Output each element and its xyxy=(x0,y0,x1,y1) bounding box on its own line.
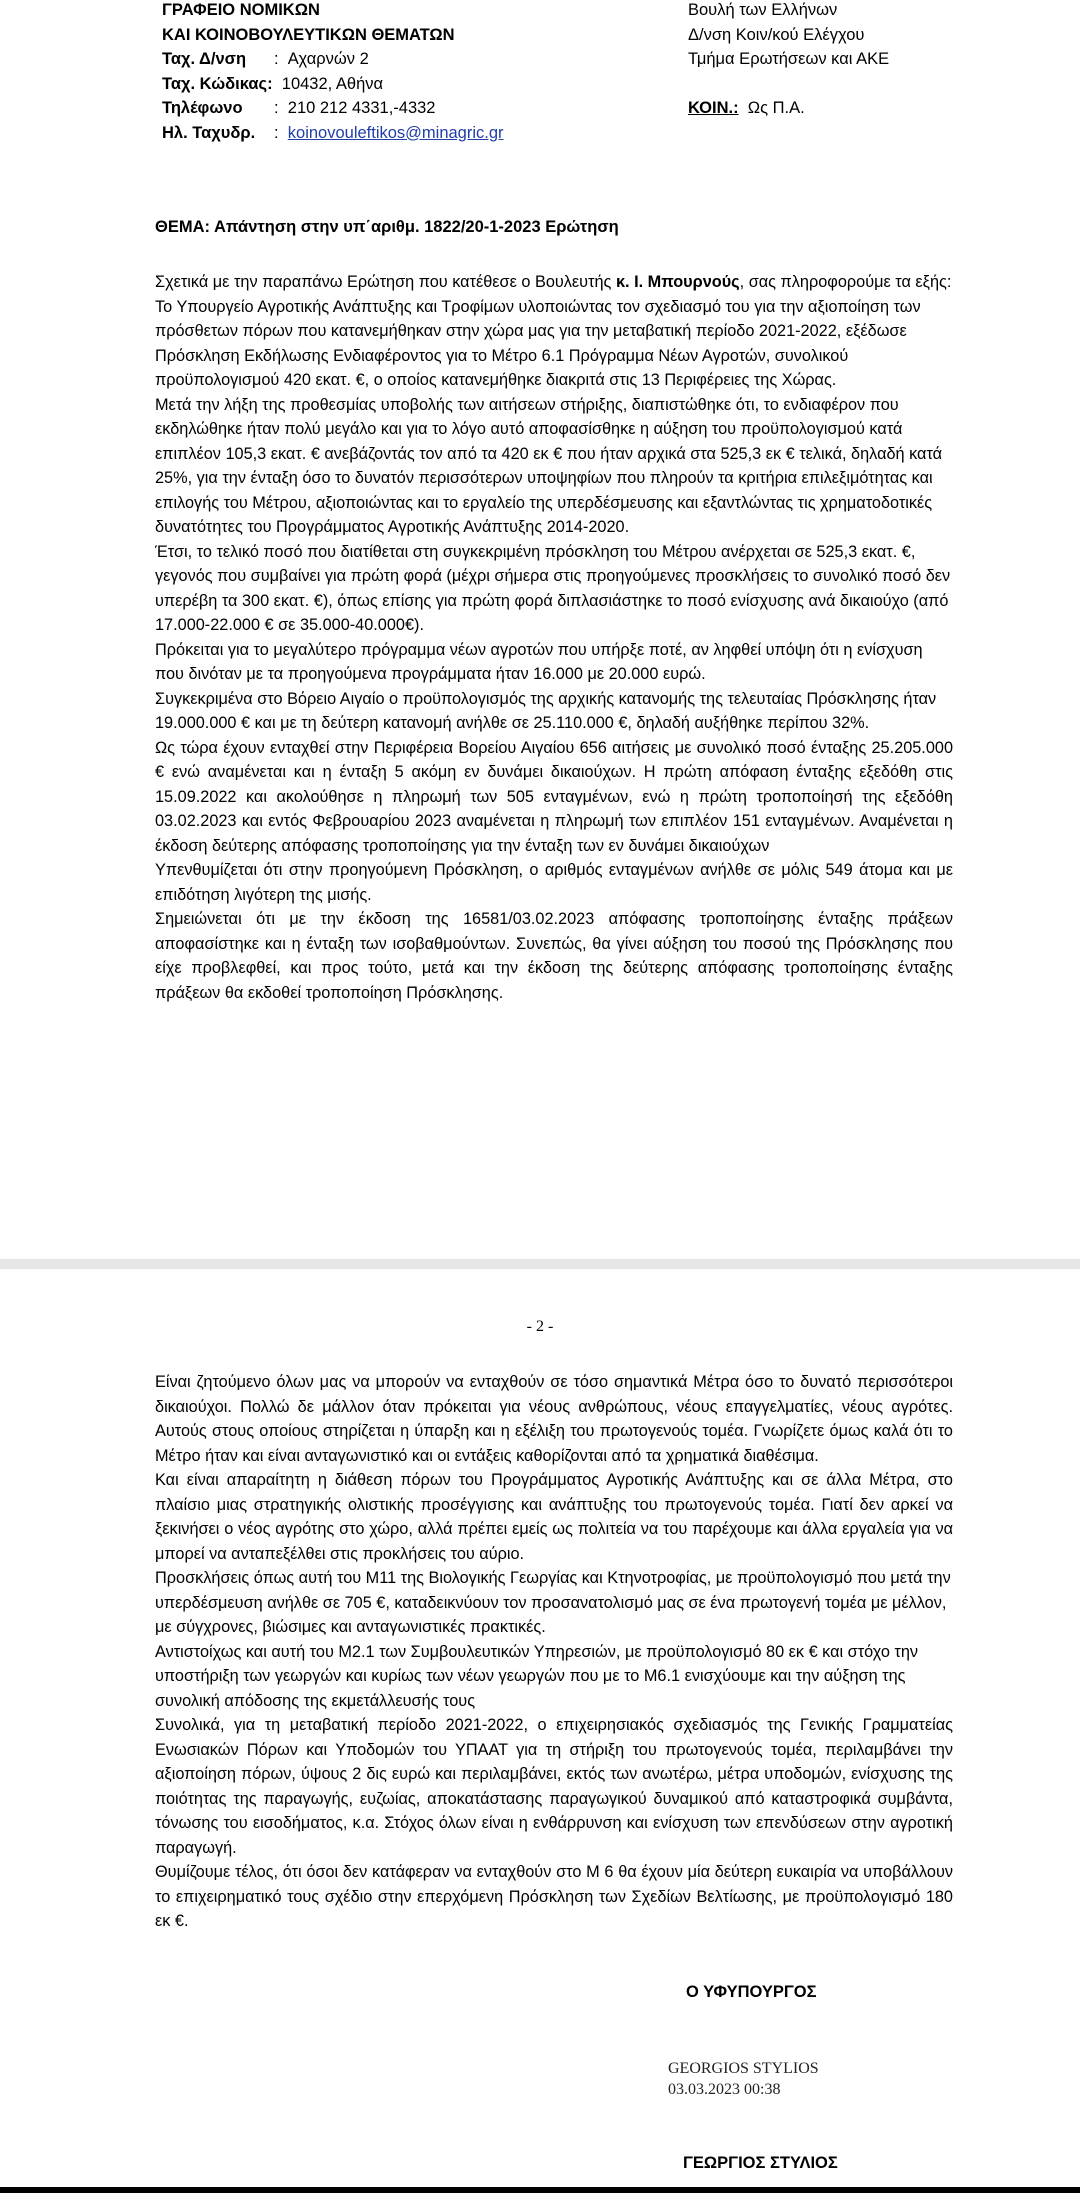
digital-signature-timestamp: 03.03.2023 00:38 xyxy=(668,2081,781,2098)
subject-line: ΘΕΜΑ: Απάντηση στην υπ΄αριθμ. 1822/20-1-2023 Ερώτηση xyxy=(155,218,619,236)
email-row xyxy=(162,121,504,146)
address-separator: : xyxy=(274,50,279,68)
paragraph: Θυμίζουμε τέλος, ότι όσοι δεν κατάφεραν να ενταχθούν στο Μ 6 θα έχουν μία δεύτερη ευκαιρία να υποβάλλουν το επιχειρηματικό τους σχέδιο στην επερχόμενη Πρόσκληση των Σχεδίων Βελτίωσης, με προϋπολογισμό 180 εκ €. xyxy=(155,1863,953,1930)
paragraph: Προσκλήσεις όπως αυτή του Μ11 της Βιολογικής Γεωργίας και Κτηνοτροφίας, με προϋπολογισμό που μετά την υπερδέσμευση ανήλθε σε 705 €, καταδεικνύουν τον προσανατολισμό μας σε ένα πρωτογενή τομέα με μέλλον, με σύγχρονες, βιώσιμες και ανταγωνιστικές πρακτικές. xyxy=(155,1569,951,1636)
email-link[interactable]: koinovouleftikos@minagric.gr xyxy=(287,123,504,142)
paragraph: Συγκεκριμένα στο Βόρειο Αιγαίο ο προϋπολογισμός της αρχικής κατανομής της τελευταίας Πρόσκλησης ήταν 19.000.000 € και με τη δεύτερη κατανομή ανήλθε σε 25.110.000 €, δηλαδή αυξήθηκε περίπου 32%. xyxy=(155,689,937,732)
email-separator: : xyxy=(274,123,279,142)
page1-body xyxy=(155,270,953,1005)
cc-value: Ως Π.Α. xyxy=(747,99,805,117)
paragraph: Σημειώνεται ότι με την έκδοση της 16581/03.02.2023 απόφασης τροποποίησης ένταξης πράξεων αποφασίστηκε και η ένταξη των ισοβαθμούντων. Συνεπώς, θα γίνει αύξηση του ποσού της Πρόσκλησης που είχε προβλεφθεί, και προς τούτο, μετά και την έκδοση της δεύτερης απόφασης τροποποίησης ένταξης πράξεων θα εκδοθεί τροποποίηση Πρόσκλησης. xyxy=(155,910,953,1002)
address-value: Αχαρνών 2 xyxy=(287,50,369,68)
cc-row xyxy=(688,96,889,121)
paragraph: Συνολικά, για τη μεταβατική περίοδο 2021-2022, ο επιχειρησιακός σχεδιασμός της Γενικής Γραμματείας Ενωσιακών Πόρων και Υποδομών του ΥΠΑΑΤ για τη στήριξη του πρωτογενούς τομέα, περιλαμβάνει την αξιοποίηση πόρων, ύψους 2 δις ευρώ και περιλαμβάνει, εκτός των ανωτέρω, μέτρα υποδομών, ενίσχυσης της ποιότητας της παραγωγής, ευζωίας, αποκατάστασης παραγωγικού δυναμικού από καταστροφικά συμβάντα, τόνωσης του εισοδήματος, κ.α. Στόχος όλων είναι η ενθάρρυνση και ενίσχυση των επενδύσεων στην αγροτική παραγωγή. xyxy=(155,1716,953,1857)
recipient-line2: Δ/νση Κοιν/κού Ελέγχου xyxy=(688,25,865,44)
recipient-spacer xyxy=(688,72,889,97)
paragraph: Είναι ζητούμενο όλων μας να μπορούν να ενταχθούν σε τόσο σημαντικά Μέτρα όσο το δυνατό περισσότεροι δικαιούχοι. Πολλώ δε μάλλον όταν πρόκειται για νέους ανθρώπους, νέους επαγγελματίες, νέους αγρότες. Αυτούς στους οποίους στηρίζεται η ύπαρξη και η εξέλιξη του πρωτογενούς τομέα. Γνωρίζετε όμως καλά ότι το Μέτρο ήταν και είναι ανταγωνιστικό και οι εντάξεις καθορίζονται από τα χρηματικά διαθέσιμα. xyxy=(155,1373,953,1465)
paragraph: Και είναι απαραίτητη η διάθεση πόρων του Προγράμματος Αγροτικής Ανάπτυξης και σε άλλα Μέτρα, στο πλαίσιο μιας στρατηγικής ολιστικής προσέγγισης και ανάπτυξης του πρωτογενούς τομέα. Γιατί δεν αρκεί να ξεκινήσει ο νέος αγρότης στο χώρο, αλλά πρέπει εμείς ως πολιτεία να του παρέχουμε και άλλα εργαλεία για να μπορεί να ανταπεξέλθει στις προκλήσεις του αύριο. xyxy=(155,1471,953,1563)
email-label: Ηλ. Ταχυδρ. xyxy=(162,123,256,142)
paragraph: Μετά την λήξη της προθεσμίας υποβολής των αιτήσεων στήριξης, διαπιστώθηκε ότι, το ενδιαφέρον που εκδηλώθηκε ήταν πολύ μεγάλο και για το λόγο αυτό αποφασίσθηκε η αύξηση του προϋπολογισμού κατά επιπλέον 105,3 εκατ. € ανεβάζοντάς τον από τα 420 εκ € που ήταν αρχικά στα 525,3 εκ € τελικά, δηλαδή κατά 25%, για την ένταξη όσο το δυνατόν περισσότερων υποψηφίων που πληρούν τα κριτήρια επιλεξιμότητας και επιλογής του Μέτρου, αξιοποιώντας και το εργαλείο της υπερδέσμευσης και εξαντλώντας τις χρηματοδοτικές δυνατότητες του Προγράμματος Αγροτικής Ανάπτυξης 2014-2020. xyxy=(155,395,943,536)
page2-body xyxy=(155,1370,953,1934)
intro-text-after: , σας πληροφορούμε τα εξής: xyxy=(739,273,952,291)
postal-code-row xyxy=(162,72,504,97)
recipient-line1: Βουλή των Ελλήνων xyxy=(688,1,838,19)
postal-code-label: Ταχ. Κώδικας: xyxy=(162,74,273,93)
office-name-line1: ΓΡΑΦΕΙΟ ΝΟΜΙΚΩΝ xyxy=(162,1,320,19)
paragraph: Αντιστοίχως και αυτή του Μ2.1 των Συμβουλευτικών Υπηρεσιών, με προϋπολογισμό 80 εκ € και στόχο την υποστήριξη των γεωργών και κυρίως των νέων γεωργών που με το Μ6.1 ενισχύουμε και την αύξηση της συνολική απόδοσης της εκμετάλλευσής τους xyxy=(155,1642,919,1710)
signatory-name: ΓΕΩΡΓΙΟΣ ΣΤΥΛΙΟΣ xyxy=(683,2154,838,2172)
phone-separator: : xyxy=(274,99,279,117)
viewer-bottom-edge xyxy=(0,2187,1080,2193)
paragraph: Υπενθυμίζεται ότι στην προηγούμενη Πρόσκληση, ο αριθμός ενταγμένων ανήλθε σε μόλις 549 άτομα και με επιδότηση λιγότερη της μισής. xyxy=(155,861,953,904)
intro-text-before: Σχετικά με την παραπάνω Ερώτηση που κατέθεσε ο Βουλευτής xyxy=(155,273,616,291)
paragraph: Το Υπουργείο Αγροτικής Ανάπτυξης και Τροφίμων υλοποιώντας τον σχεδιασμό του για την αξιοποίηση των πρόσθετων πόρων που κατανεμήθηκαν στην χώρα μας για την μεταβατική περίοδο 2021-2022, εξέδωσε Πρόσκληση Εκδήλωσης Ενδιαφέροντος για το Μέτρο 6.1 Πρόγραμμα Νέων Αγροτών, συνολικού προϋπολογισμού 420 εκατ. €, ο οποίος κατανεμήθηκε διακριτά στις 13 Περιφέρειες της Χώρας. xyxy=(155,297,921,389)
recipient-line3: Τμήμα Ερωτήσεων και ΑΚΕ xyxy=(688,50,890,68)
paragraph: Ως τώρα έχουν ενταχθεί στην Περιφέρεια Βορείου Αιγαίου 656 αιτήσεις με συνολικό ποσό ένταξης 25.205.000 € ενώ αναμένεται και η ένταξη 5 ακόμη εν δυνάμει δικαιούχων. Η πρώτη απόφαση ένταξης εξεδόθη στις 15.09.2022 και ακολούθησε η πληρωμή των 505 ενταγμένων, ενώ η πρώτη τροποποίησή της εξεδόθη 03.02.2023 και εντός Φεβρουαρίου 2023 αναμένεται η πληρωμή των επιπλέον 151 ενταγμένων. Αναμένεται η έκδοση δεύτερης απόφασης τροποποίησης για την ένταξη των εν δυνάμει δικαιούχων xyxy=(155,738,953,855)
postal-code-value: 10432, Αθήνα xyxy=(281,74,384,93)
intro-paragraph xyxy=(155,270,953,295)
office-name-line2: ΚΑΙ ΚΟΙΝΟΒΟΥΛΕΥΤΙΚΩΝ ΘΕΜΑΤΩΝ xyxy=(162,25,455,44)
digital-signature-name: GEORGIOS STYLIOS xyxy=(668,2060,819,2077)
address-label: Ταχ. Δ/νση xyxy=(162,50,247,68)
phone-value: 210 212 4331,-4332 xyxy=(287,99,436,117)
sender-block xyxy=(162,0,504,145)
cc-label: ΚΟΙΝ.: xyxy=(688,99,739,117)
phone-label: Τηλέφωνο xyxy=(162,99,243,117)
page-separator xyxy=(0,1259,1080,1269)
digital-signature xyxy=(668,2058,819,2100)
paragraph: Έτσι, το τελικό ποσό που διατίθεται στη συγκεκριμένη πρόσκληση του Μέτρου ανέρχεται σε 525,3 εκατ. €, γεγονός που συμβαίνει για πρώτη φορά (μέχρι σήμερα στις προηγούμενες προσκλήσεις το συνολικό ποσό δεν υπερέβη τα 300 εκατ. €), όπως επίσης για πρώτη φορά διπλασιάστηκε το ποσό ενίσχυσης ανά δικαιούχο (από 17.000-22.000 € σε 35.000-40.000€). xyxy=(155,542,951,634)
mp-name: κ. Ι. Μπουρνούς xyxy=(615,273,740,291)
phone-row xyxy=(162,96,504,121)
signatory-title: Ο ΥΦΥΠΟΥΡΓΟΣ xyxy=(686,1983,817,2001)
page-number: - 2 - xyxy=(526,1318,554,1335)
paragraph: Πρόκειται για το μεγαλύτερο πρόγραμμα νέων αγροτών που υπήρξε ποτέ, αν ληφθεί υπόψη ότι η ενίσχυση που δινόταν με τα προηγούμενα προγράμματα ήταν 16.000 με 20.000 ευρώ. xyxy=(155,640,923,683)
recipient-block xyxy=(688,0,889,121)
address-row xyxy=(162,47,504,72)
